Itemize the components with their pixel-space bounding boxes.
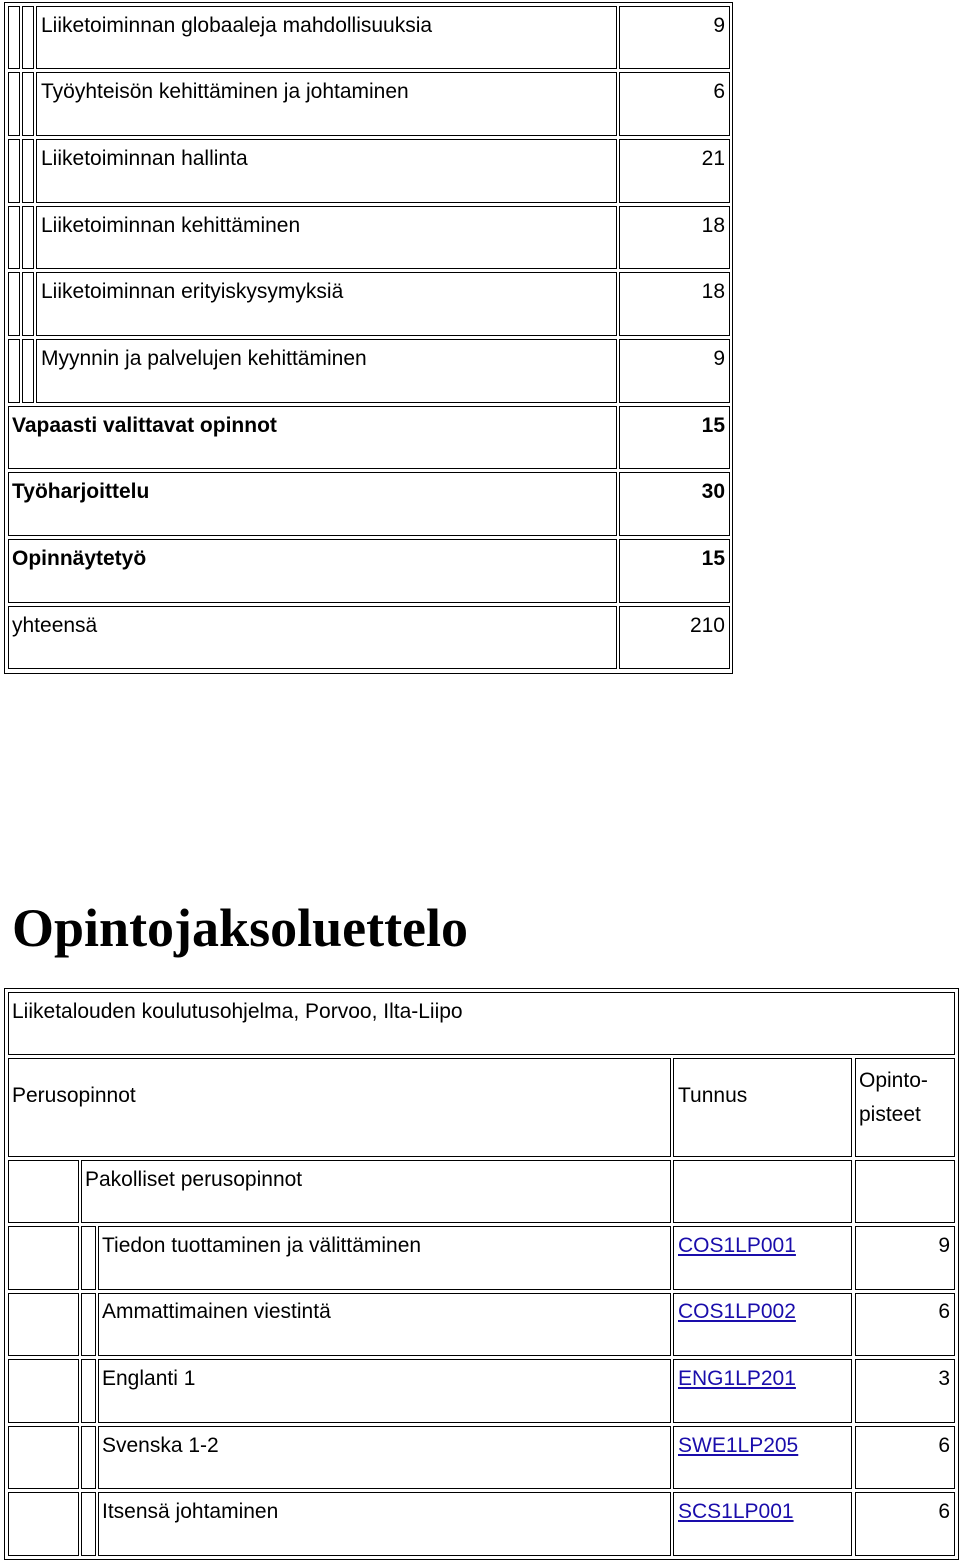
indent-cell (22, 339, 34, 403)
credits-value: 18 (701, 214, 725, 237)
total-value: 210 (689, 614, 725, 637)
indent-cell (8, 6, 20, 69)
category-name: Työharjoittelu (12, 480, 150, 503)
course-credits: 6 (938, 1500, 950, 1523)
total-label: yhteensä (12, 614, 98, 637)
category-name-cell (8, 472, 617, 536)
credits-value: 30 (701, 480, 725, 503)
credits-cell (619, 272, 730, 336)
indent-cell (8, 1226, 79, 1290)
indent-cell (81, 1293, 96, 1356)
total-value-cell (619, 606, 730, 669)
course-credits: 3 (938, 1367, 950, 1390)
indent-cell (8, 1492, 79, 1556)
header-opintopisteet-line1: Opinto- (859, 1069, 928, 1092)
course-name: Svenska 1-2 (102, 1434, 219, 1457)
header-tunnus-cell (673, 1058, 852, 1157)
course-name-cell (36, 339, 617, 403)
course-code-cell (673, 1226, 852, 1290)
course-code-link[interactable]: SWE1LP205 (678, 1434, 799, 1457)
course-name-cell (36, 206, 617, 269)
credits-cell (619, 139, 730, 203)
course-credits-cell (855, 1293, 955, 1356)
course-credits: 6 (938, 1434, 950, 1457)
category-name: Vapaasti valittavat opinnot (12, 414, 277, 437)
credits-value: 21 (701, 147, 725, 170)
course-code-link[interactable]: COS1LP001 (678, 1234, 796, 1257)
indent-cell (22, 206, 34, 269)
course-name: Liiketoiminnan hallinta (41, 147, 248, 170)
indent-cell (8, 139, 20, 203)
course-name: Englanti 1 (102, 1367, 196, 1390)
group-name-cell (81, 1160, 671, 1223)
indent-cell (81, 1492, 96, 1556)
course-code-cell (673, 1359, 852, 1423)
indent-cell (22, 272, 34, 336)
course-name: Ammattimainen viestintä (102, 1300, 331, 1323)
course-credits: 6 (938, 1300, 950, 1323)
header-opintopisteet-cell (855, 1058, 955, 1157)
indent-cell (81, 1226, 96, 1290)
credits-cell (619, 339, 730, 403)
header-tunnus: Tunnus (678, 1084, 748, 1107)
indent-cell (8, 1359, 79, 1423)
course-name: Itsensä johtaminen (102, 1500, 279, 1523)
course-name: Myynnin ja palvelujen kehittäminen (41, 347, 367, 370)
course-name: Liiketoiminnan erityiskysymyksiä (41, 280, 344, 303)
course-code-link[interactable]: COS1LP002 (678, 1300, 796, 1323)
course-name-cell (36, 6, 617, 69)
credits-value: 18 (701, 280, 725, 303)
page-heading: Opintojaksoluettelo (12, 898, 469, 958)
course-code-link[interactable]: ENG1LP201 (678, 1367, 796, 1390)
indent-cell (8, 72, 20, 136)
course-name-cell (98, 1426, 671, 1489)
group-name: Pakolliset perusopinnot (85, 1168, 303, 1191)
course-name: Liiketoiminnan kehittäminen (41, 214, 301, 237)
empty-code-cell (673, 1160, 852, 1223)
course-code-cell (673, 1492, 852, 1556)
course-name-cell (36, 139, 617, 203)
credits-cell (619, 406, 730, 469)
header-perusopinnot: Perusopinnot (12, 1084, 136, 1107)
indent-cell (22, 6, 34, 69)
course-name: Liiketoiminnan globaaleja mahdollisuuksia (41, 14, 433, 37)
category-name-cell (8, 406, 617, 469)
total-label-cell (8, 606, 617, 669)
program-title: Liiketalouden koulutusohjelma, Porvoo, Ilta-Liipo (12, 1000, 463, 1023)
indent-cell (8, 1426, 79, 1489)
credits-cell (619, 72, 730, 136)
course-credits-cell (855, 1492, 955, 1556)
course-code-link[interactable]: SCS1LP001 (678, 1500, 794, 1523)
credits-value: 9 (713, 14, 725, 37)
credits-cell (619, 539, 730, 603)
indent-cell (8, 1160, 79, 1223)
header-opintopisteet-line2: pisteet (859, 1103, 921, 1126)
indent-cell (8, 1293, 79, 1356)
empty-credits-cell (855, 1160, 955, 1223)
indent-cell (8, 206, 20, 269)
course-name-cell (98, 1293, 671, 1356)
indent-cell (8, 339, 20, 403)
course-credits-cell (855, 1226, 955, 1290)
indent-cell (22, 139, 34, 203)
course-code-cell (673, 1293, 852, 1356)
credits-cell (619, 206, 730, 269)
credits-value: 15 (701, 547, 725, 570)
course-credits-cell (855, 1426, 955, 1489)
course-name: Työyhteisön kehittäminen ja johtaminen (41, 80, 409, 103)
category-name-cell (8, 539, 617, 603)
indent-cell (22, 72, 34, 136)
indent-cell (81, 1426, 96, 1489)
course-name-cell (36, 72, 617, 136)
course-name-cell (98, 1226, 671, 1290)
credits-value: 15 (701, 414, 725, 437)
header-perusopinnot-cell (8, 1058, 671, 1157)
credits-value: 6 (713, 80, 725, 103)
credits-cell (619, 472, 730, 536)
course-name-cell (98, 1359, 671, 1423)
program-title-cell (8, 992, 955, 1055)
credits-cell (619, 6, 730, 69)
category-name: Opinnäytetyö (12, 547, 147, 570)
course-name-cell (36, 272, 617, 336)
credits-value: 9 (713, 347, 725, 370)
course-name-cell (98, 1492, 671, 1556)
course-credits-cell (855, 1359, 955, 1423)
course-name: Tiedon tuottaminen ja välittäminen (102, 1234, 422, 1257)
course-credits: 9 (938, 1234, 950, 1257)
indent-cell (8, 272, 20, 336)
course-code-cell (673, 1426, 852, 1489)
indent-cell (81, 1359, 96, 1423)
